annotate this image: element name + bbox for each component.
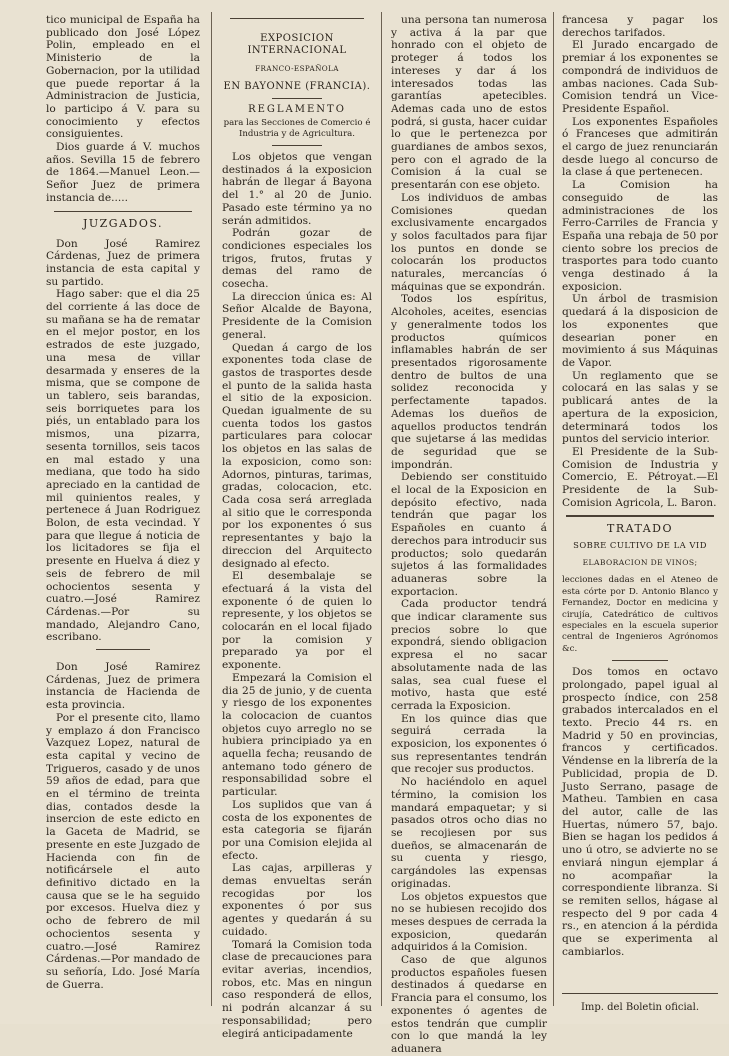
exhibition-title: EXPOSICION INTERNACIONAL [247, 33, 347, 56]
paragraph: Tomará la Comision toda clase de precauciones para evitar averias, incendios, robos, etc. Mas en ningun caso responderá de ellos, ni podrán alcanzar á su responsabilidad; pero elegirá anticipadamente [222, 938, 372, 1040]
paragraph: Empezará la Comision el dia 25 de junio, y de cuenta y riesgo de los exponentes la colocacion de cuantos objetos cuyo arreglo no se hubiera principiado ya en aquella fecha; reusando de antemano todo género de responsabilidad sobre el particular. [222, 671, 372, 799]
paragraph: Las cajas, arpilleras y demas envueltas serán recogidas por los exponentes ó por sus agentes y quedarán á su cuidado. [222, 862, 372, 938]
column-divider [211, 12, 212, 1006]
treatise-heading: TRATADO [607, 522, 673, 536]
exhibition-place: EN BAYONNE (FRANCIA). [223, 81, 371, 92]
paragraph: Por el presente cito, llamo y emplazo á don Francisco Vazquez Lopez, natural de esta capital y vecino de Trigueros, casado y de unos 59 años de edad, para que en el término de treinta dias, contados desde la insercion de este edicto en la Gaceta de Madrid, se presente en este Juzgado de Hacienda con fin de notificársele el auto definitivo dictado en la causa que se le ha seguido por excesos. Huelva diez y ocho de febrero de mil ochocientos sesenta y cuatro.—José Ramirez Cárdenas.—Por mandado de su señoría, Ldo. José María de Guerra. [46, 711, 200, 991]
paragraph: La Comision ha conseguido de las administraciones de los Ferro-Carriles de Francia y España una rebaja de 50 por ciento sobre los precios de trasportes para todo cuanto venga destinado á la exposicion. [562, 179, 718, 293]
regulation-body-end [562, 39, 718, 509]
regulation-heading: REGLAMENTO [248, 104, 346, 115]
paragraph: El Presidente de la Sub-Comision de Industria y Comercio, E. Pétroyat.—El Presidente de la Sub-Comision Agricola, L. Baron. [562, 445, 718, 509]
paragraph: Don José Ramirez Cárdenas, Juez de primera instancia de esta capital y su partido. [46, 237, 200, 288]
divider [612, 660, 668, 661]
regulation-body [222, 151, 372, 1040]
paragraph: Don José Ramirez Cárdenas, Juez de primera instancia de Hacienda de esta provincia. [46, 661, 200, 712]
paragraph: Los objetos expuestos que no se hubiesen recojido dos meses despues de cerrada la exposicion, quedarán adquiridos á la Comision. [391, 890, 547, 954]
column-divider [553, 12, 554, 1006]
paragraph: El Jurado encargado de premiar á los exponentes se compondrá de individuos de ambas naciones. Cada Sub-Comision tendrá un Vice-Presidente Español. [562, 39, 718, 115]
imprint-text: Imp. del Boletin oficial. [580, 1002, 700, 1013]
paragraph: una persona tan numerosa y activa á la par que honrado con el objeto de proteger á todos los intereses y dar á los interesados todas las garantías apetecibles. Ademas cada uno de estos podrá, si gusta, hacer cuidar lo que le pertenezca por guardianes de ambos sexos, pero con el agrado de la Comision á la cual se presentarán con ese objeto. [391, 14, 547, 192]
column-3 [391, 14, 547, 1056]
paragraph: Dios guarde á V. muchos años. Sevilla 15 de febrero de 1864.—Manuel Leon.—Señor Juez de primera instancia de..... [46, 141, 200, 204]
regulation-subheading: para las Secciones de Comercio é Industria y de Agricultura. [223, 118, 371, 139]
paragraph: Quedan á cargo de los exponentes toda clase de gastos de trasportes desde el punto de la salida hasta el sitio de la exposicion. Quedan igualmente de su cuenta todos los gastos particulares para colocar los objetos en las salas de la exposicion, como son: Adornos, pinturas, tarimas, gradas, colocacion, etc. Cada cosa será arreglada al sitio que le corresponda por los exponentes ó sus representantes y bajo la direccion del Arquitecto designado al efecto. [222, 341, 372, 570]
column-divider [381, 12, 382, 1006]
paragraph: francesa y pagar los derechos tarifados. [562, 14, 718, 39]
paragraph: Los exponentes Españoles ó Franceses que admitirán el cargo de juez renunciarán desde luego al concurso de la clase á que pertenecen. [562, 115, 718, 179]
column-4 [562, 14, 718, 958]
divider [230, 18, 364, 19]
paragraph: Debiendo ser constituido el local de la Exposicion en depósito efectivo, nada tendrán que pagar los Españoles en cuanto á derechos para introducir sus productos; solo quedarán sujetos á las formalidades aduaneras sobre la exportacion. [391, 471, 547, 598]
paragraph: Un reglamento que se colocará en las salas y se publicará antes de la apertura de la exposicion, determinará todos los puntos del servicio interior. [562, 369, 718, 446]
paragraph: Caso de que algunos productos españoles fuesen destinados á quedarse en Francia para el consumo, los exponentes ó agentes de estos tendrán que cumplir con lo que mandá la ley aduanera [391, 954, 547, 1055]
divider [54, 211, 192, 212]
divider [566, 515, 714, 517]
column-2 [222, 14, 372, 1040]
section-heading: JUZGADOS. [82, 216, 164, 230]
paragraph: Dos tomos en octavo prolongado, papel igual al prospecto índice, con 258 grabados intercalados en el texto. Precio 44 rs. en Madrid y 50 en provincias, francos y certificados. Véndense en la librería de la Publicidad, propia de D. Justo Serrano, pasage de Matheu. Tambien en casa del autor, calle de las Huertas, número 57, bajo. Bien se hagan los pedidos á uno ú otro, se advierte no se enviará ningun ejemplar á no acompañar la correspondiente libranza. Si se remiten sellos, hágase al respecto del 9 por cada 4 rs., en atencion á la pérdida que se experimenta al cambiarlos. [562, 666, 718, 958]
paragraph: tico municipal de España ha publicado don José López Polin, empleado en el Ministerio de la Gobernacion, por la utilidad que puede reportar á la Administracion de Justicia, lo participo á V. para su conocimiento y efectos consiguientes. [46, 14, 200, 141]
paragraph: Todos los espíritus, Alcoholes, aceites, esencias y generalmente todos los productos químicos inflamables habrán de ser presentados rigorosamente dentro de bultos de una solidez reconocida y perfectamente tapados. Ademas los dueños de aquellos productos tendrán que sujetarse á las medidas de seguridad que se impondrán. [391, 293, 547, 471]
paragraph: El desembalaje se efectuará á la vista del exponente ó de quien lo represente, y los objetos se colocarán en el local fijado por la comision y preparado ya por el exponente. [222, 570, 372, 672]
divider [272, 98, 322, 99]
exhibition-subtitle: FRANCO-ESPAÑOLA [255, 64, 339, 73]
treatise-subheading: SOBRE CULTIVO DE LA VID [573, 540, 707, 551]
paragraph: Podrán gozar de condiciones especiales los trigos, frutos, frutas y demas del ramo de cosecha. [222, 227, 372, 291]
paragraph: Cada productor tendrá que indicar claramente sus precios sobre lo que expondrá, siendo obligacion expresa el no sacar absolutamente nada de las salas, sea cual fuese el motivo, hasta que esté cerrada la Exposicion. [391, 598, 547, 712]
column-1 [46, 14, 200, 991]
paragraph: Los individuos de ambas Comisiones quedan exclusivamente encargados y solos facultados para fijar los puntos en donde se colocarán los productos naturales, mercancías ó máquinas que se expondrán. [391, 191, 547, 293]
paragraph: Los suplidos que van á costa de los exponentes de esta categoria se fijarán por una Comision elejida al efecto. [222, 798, 372, 862]
treatise-subheading-2: ELABORACION DE VINOS; [582, 558, 698, 568]
paragraph: La direccion única es: Al Señor Alcalde de Bayona, Presidente de la Comision general. [222, 290, 372, 341]
paragraph: No haciéndolo en aquel término, la comision los mandará empaquetar; y si pasados otros ocho dias no se recojiesen por sus dueños, se almacenarán de su cuenta y riesgo, cargándoles las expensas originadas. [391, 776, 547, 890]
divider [96, 649, 150, 650]
imprint [562, 993, 718, 1014]
regulation-body-continued [391, 14, 547, 1056]
divider [562, 993, 718, 994]
divider [272, 145, 322, 146]
paragraph: En los quince dias que seguirá cerrada la exposicion, los exponentes ó sus representantes tendrán que recojer sus productos. [391, 712, 547, 776]
paragraph: Hago saber: que el dia 25 del corriente á las doce de su mañana se ha de rematar en el mejor postor, en los estrados de este juzgado, una mesa de villar desarmada y enseres de la misma, que se compone de un tablero, seis barandas, seis borriquetes para los piés, un entablado para los mismos, una pizarra, sesenta tornillos, seis tacos en mal estado y una mediana, que todo ha sido apreciado en la cantidad de mil quinientos reales, y pertenece á Juan Rodriguez Bolon, de esta vecindad. Y para que llegue á noticia de los licitadores se fija el presente en Huelva á diez y seis de febrero de mil ochocientos sesenta y cuatro.—José Ramirez Cárdenas.—Por su mandado, Alejandro Cano, escribano. [46, 288, 200, 644]
treatise-lecture-note: lecciones dadas en el Ateneo de esta córte por D. Antonio Blanco y Fernandez, Doctor en medicina y cirujía, Catedrático de cultivos especiales en la escuela superior central de Ingenieros Agrónomos &c. [562, 575, 718, 654]
paragraph: Los objetos que vengan destinados á la exposicion habrán de llegar á Bayona del 1.° al 20 de Junio. Pasado este término ya no serán admitidos. [222, 151, 372, 227]
paragraph: Un árbol de trasmision quedará á la disposicion de los exponentes que desearian poner en movimiento á sus Máquinas de Vapor. [562, 293, 718, 369]
